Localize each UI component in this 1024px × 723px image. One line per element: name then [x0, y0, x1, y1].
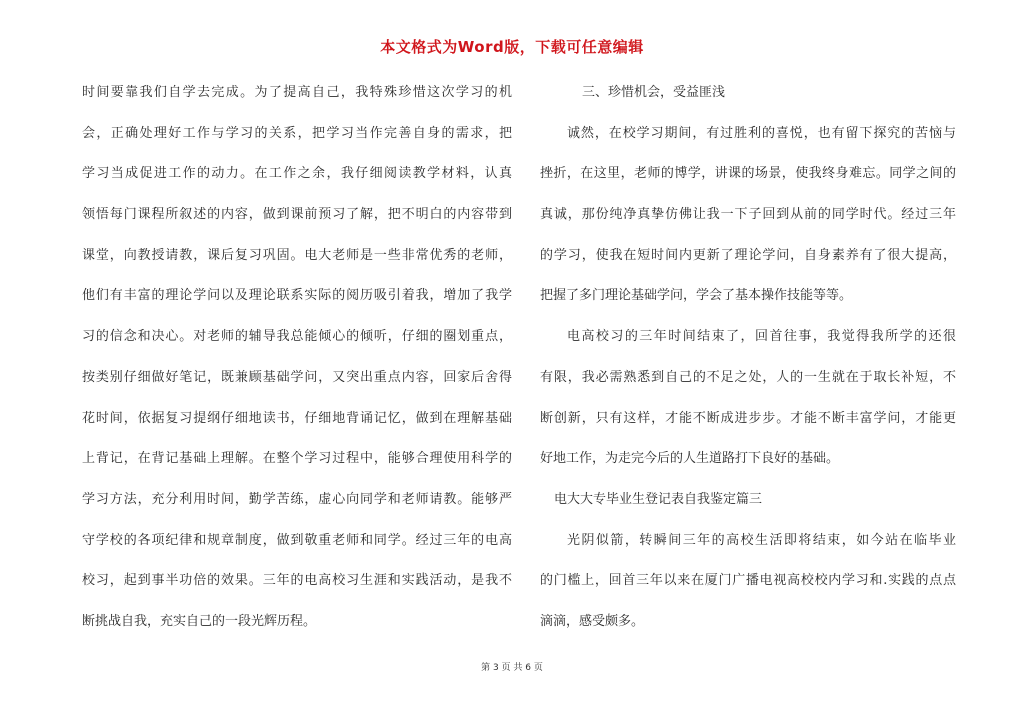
text-line: 花时间，依据复习提纲仔细地读书，仔细地背诵记忆，做到在理解基础 — [82, 410, 512, 426]
article-subtitle: 电大大专毕业生登记表自我鉴定篇三 — [554, 491, 763, 507]
right-column — [540, 80, 956, 650]
text-line: 课堂，向教授请教，课后复习巩固。电大老师是一些非常优秀的老师， — [82, 247, 512, 263]
text-line: 挫折，在这里，老师的博学，讲课的场景，使我终身难忘。同学之间的 — [540, 166, 956, 182]
text-line: 会，正确处理好工作与学习的关系，把学习当作完善自身的需求，把 — [82, 125, 512, 141]
text-line: 好地工作，为走完今后的人生道路打下良好的基础。 — [540, 451, 840, 467]
text-line: 电高校习的三年时间结束了，回首往事，我觉得我所学的还很 — [567, 329, 956, 345]
text-line: 校习，起到事半功倍的效果。三年的电高校习生涯和实践活动，是我不 — [82, 573, 512, 589]
page-number: 第 3 页 共 6 页 — [481, 663, 543, 673]
text-line: 习的信念和决心。对老师的辅导我总能倾心的倾听，仔细的圈划重点， — [82, 329, 512, 345]
text-line: 断创新，只有这样，才能不断成进步步。才能不断丰富学问，才能更 — [540, 410, 956, 426]
text-line: 滴滴，感受颇多。 — [540, 613, 645, 629]
text-line: 他们有丰富的理论学问以及理论联系实际的阅历吸引着我，增加了我学 — [82, 288, 512, 304]
text-line: 领悟每门课程所叙述的内容，做到课前预习了解，把不明白的内容带到 — [82, 207, 512, 223]
text-line: 把握了多门理论基础学问，学会了基本操作技能等等。 — [540, 288, 853, 304]
text-line: 有限，我必需熟悉到自己的不足之处，人的一生就在于取长补短，不 — [540, 369, 956, 385]
text-line: 真诚，那份纯净真挚仿佛让我一下子回到从前的同学时代。经过三年 — [540, 207, 956, 223]
text-line: 诚然，在校学习期间，有过胜利的喜悦，也有留下探究的苦恼与 — [567, 125, 956, 141]
text-line: 按类别仔细做好笔记，既兼顾基础学问，又突出重点内容，回家后舍得 — [82, 369, 512, 385]
text-line: 光阴似箭，转瞬间三年的高校生活即将结束，如今站在临毕业 — [567, 532, 956, 548]
section-heading: 三、珍惜机会，受益匪浅 — [582, 85, 726, 100]
text-line: 学习方法，充分利用时间，勤学苦练，虚心向同学和老师请教。能够严 — [82, 491, 512, 507]
text-line: 上背记，在背记基础上理解。在整个学习过程中，能够合理使用科学的 — [82, 451, 512, 467]
left-column — [82, 80, 512, 650]
text-line: 断挑战自我，充实自己的一段光辉历程。 — [82, 613, 317, 629]
text-line: 的门槛上，回首三年以来在厦门广播电视高校校内学习和.实践的点点 — [540, 573, 956, 589]
text-line: 学习当成促进工作的动力。在工作之余，我仔细阅读教学材料，认真 — [82, 166, 512, 182]
text-line: 守学校的各项纪律和规章制度，做到敬重老师和同学。经过三年的电高 — [82, 532, 512, 548]
document-header-title: 本文格式为Word版，下载可任意编辑 — [380, 38, 644, 56]
text-line: 的学习，使我在短时间内更新了理论学问，自身素养有了很大提高， — [540, 247, 956, 263]
text-line: 时间要靠我们自学去完成。为了提高自己，我特殊珍惜这次学习的机 — [82, 85, 512, 100]
